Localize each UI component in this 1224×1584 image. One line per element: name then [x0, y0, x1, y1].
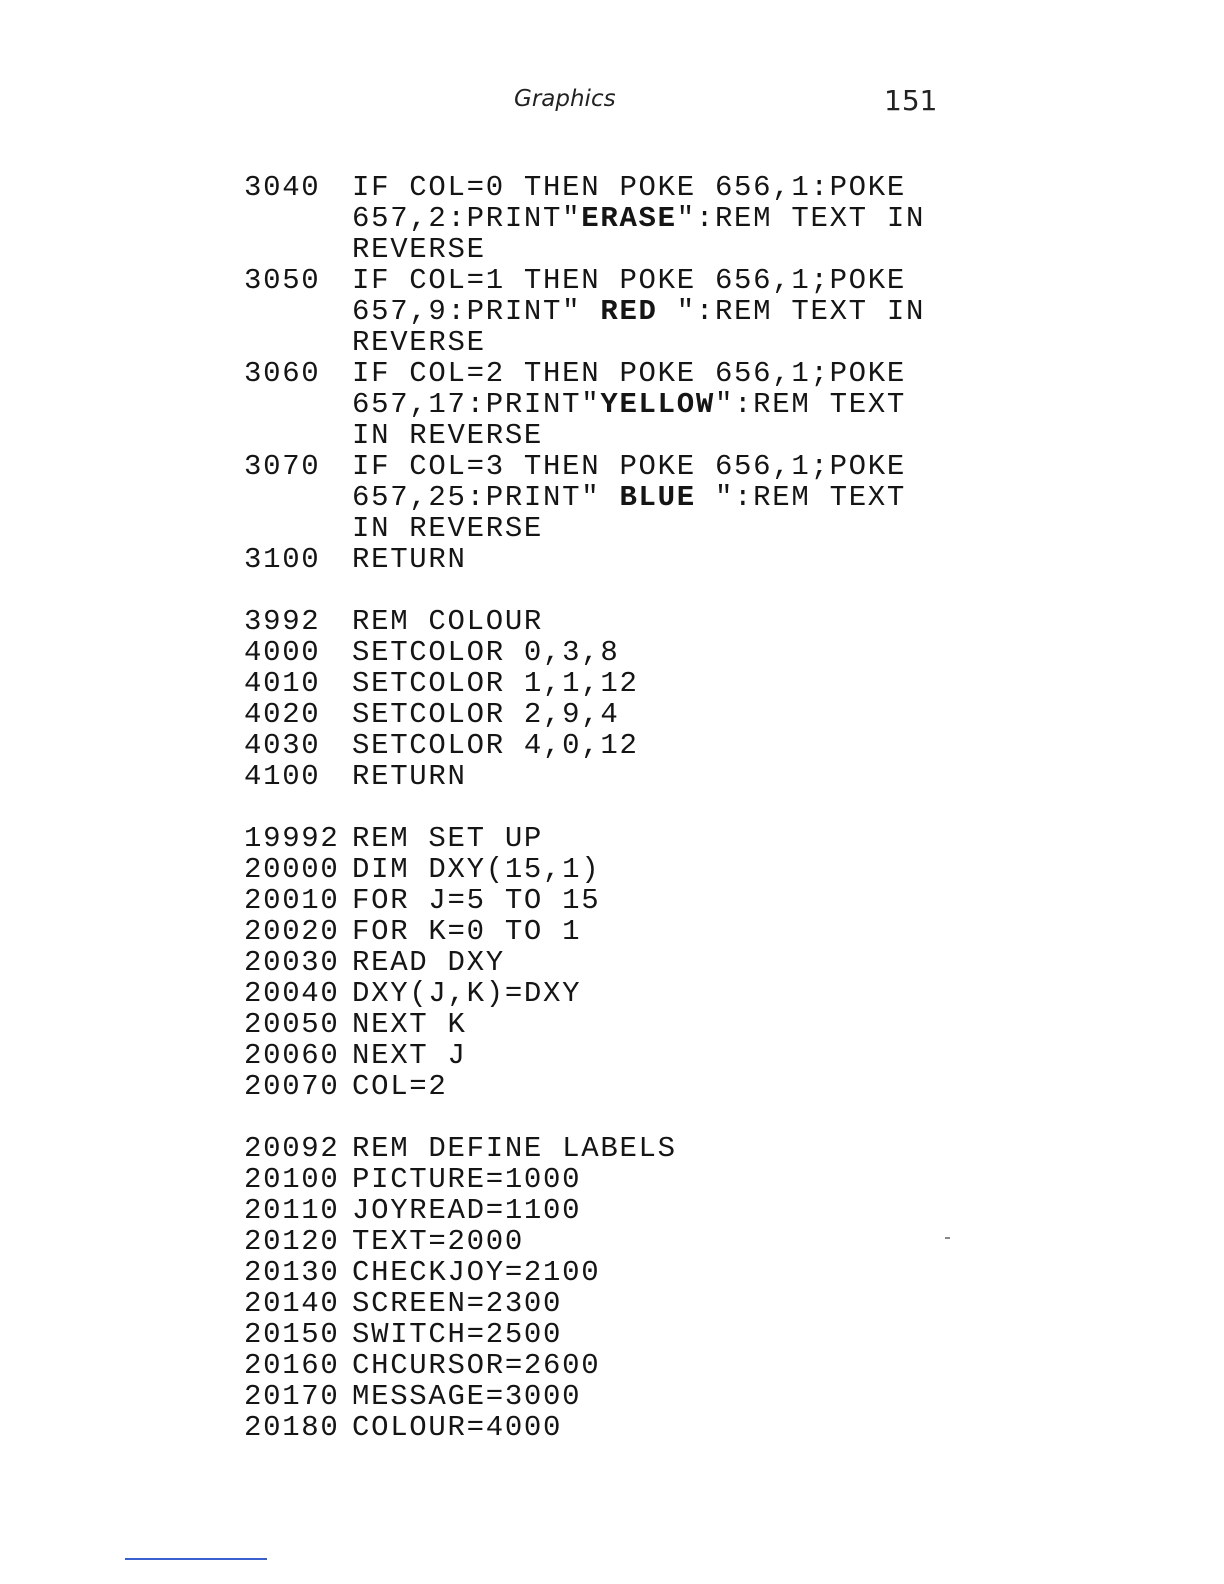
code-statement: IN REVERSE	[352, 512, 544, 545]
code-line	[244, 854, 925, 885]
code-continuation-line	[244, 234, 925, 265]
code-statement: IF COL=0 THEN POKE 656,1:POKE	[352, 171, 906, 204]
code-line	[244, 1133, 925, 1164]
code-continuation-line	[244, 482, 925, 513]
code-line	[244, 1071, 925, 1102]
code-line	[244, 358, 925, 389]
line-number: 20130	[244, 1256, 340, 1289]
code-statement: RETURN	[352, 760, 467, 793]
line-number: 20070	[244, 1070, 340, 1103]
statement-text: 657,25:PRINT"	[352, 481, 620, 514]
code-statement: SWITCH=2500	[352, 1318, 563, 1351]
code-statement: FOR J=5 TO 15	[352, 884, 601, 917]
code-statement	[352, 482, 906, 513]
code-statement: FOR K=0 TO 1	[352, 915, 582, 948]
code-line	[244, 916, 925, 947]
code-statement: REM SET UP	[352, 822, 544, 855]
line-number: 20100	[244, 1163, 340, 1196]
code-line	[244, 1350, 925, 1381]
listing-block-labels	[244, 1133, 925, 1443]
code-statement: IN REVERSE	[352, 419, 544, 452]
code-statement: READ DXY	[352, 946, 505, 979]
footnote-rule	[125, 1558, 267, 1560]
code-statement: REM DEFINE LABELS	[352, 1132, 677, 1165]
line-number: 4000	[244, 636, 321, 669]
statement-text: 657,2:PRINT"	[352, 202, 582, 235]
code-statement	[352, 203, 925, 234]
code-line	[244, 761, 925, 792]
line-number: 3992	[244, 605, 321, 638]
basic-program-listing	[244, 172, 925, 1443]
code-statement: CHECKJOY=2100	[352, 1256, 601, 1289]
line-number: 19992	[244, 822, 340, 855]
line-number: 3060	[244, 357, 321, 390]
code-line	[244, 823, 925, 854]
code-statement: SETCOLOR 4,0,12	[352, 729, 639, 762]
line-number: 20020	[244, 915, 340, 948]
code-statement: REM COLOUR	[352, 605, 544, 638]
code-line	[244, 668, 925, 699]
code-line	[244, 885, 925, 916]
code-line	[244, 1009, 925, 1040]
code-statement: COL=2	[352, 1070, 448, 1103]
listing-block-message	[244, 172, 925, 575]
code-continuation-line	[244, 296, 925, 327]
line-number: 20040	[244, 977, 340, 1010]
line-number: 20150	[244, 1318, 340, 1351]
line-number: 20160	[244, 1349, 340, 1382]
statement-text: ":REM TEXT IN	[676, 202, 926, 235]
code-line	[244, 1288, 925, 1319]
code-statement: DXY(J,K)=DXY	[352, 977, 582, 1010]
code-continuation-line	[244, 420, 925, 451]
line-number: 3070	[244, 450, 321, 483]
code-statement: IF COL=3 THEN POKE 656,1;POKE	[352, 450, 906, 483]
scan-speck	[945, 1237, 950, 1239]
listing-block-colour	[244, 606, 925, 792]
code-statement: NEXT J	[352, 1039, 467, 1072]
code-line	[244, 699, 925, 730]
line-number: 20060	[244, 1039, 340, 1072]
code-statement: SETCOLOR 0,3,8	[352, 636, 620, 669]
running-header-title: Graphics	[514, 86, 616, 112]
line-number: 3100	[244, 543, 321, 576]
code-statement: NEXT K	[352, 1008, 467, 1041]
code-statement: SETCOLOR 1,1,12	[352, 667, 639, 700]
code-statement: TEXT=2000	[352, 1225, 524, 1258]
code-line	[244, 1412, 925, 1443]
reverse-video-text: ERASE	[581, 202, 677, 235]
line-number: 20110	[244, 1194, 340, 1227]
line-number: 4100	[244, 760, 321, 793]
statement-text: ":REM TEXT	[714, 388, 906, 421]
line-number: 20140	[244, 1287, 340, 1320]
listing-block-setup	[244, 823, 925, 1102]
code-line	[244, 730, 925, 761]
reverse-video-text: YELLOW	[600, 388, 715, 421]
line-number: 3050	[244, 264, 321, 297]
code-line	[244, 1381, 925, 1412]
code-line	[244, 1319, 925, 1350]
statement-text: 657,9:PRINT"	[352, 295, 601, 328]
code-continuation-line	[244, 327, 925, 358]
code-statement: REVERSE	[352, 326, 486, 359]
code-line	[244, 544, 925, 575]
code-line	[244, 606, 925, 637]
code-statement: DIM DXY(15,1)	[352, 853, 601, 886]
code-line	[244, 1164, 925, 1195]
code-continuation-line	[244, 203, 925, 234]
code-statement: IF COL=1 THEN POKE 656,1;POKE	[352, 264, 906, 297]
line-number: 20092	[244, 1132, 340, 1165]
line-number: 4030	[244, 729, 321, 762]
line-number: 4010	[244, 667, 321, 700]
code-continuation-line	[244, 389, 925, 420]
code-line	[244, 637, 925, 668]
code-statement: JOYREAD=1100	[352, 1194, 582, 1227]
reverse-video-text: RED	[600, 295, 658, 328]
line-number: 4020	[244, 698, 321, 731]
code-statement: IF COL=2 THEN POKE 656,1;POKE	[352, 357, 906, 390]
code-statement	[352, 296, 925, 327]
code-statement: REVERSE	[352, 233, 486, 266]
code-line	[244, 1226, 925, 1257]
line-number: 20030	[244, 946, 340, 979]
line-number: 20170	[244, 1380, 340, 1413]
statement-text: ":REM TEXT	[695, 481, 907, 514]
code-line	[244, 947, 925, 978]
code-statement: RETURN	[352, 543, 467, 576]
reverse-video-text: BLUE	[619, 481, 696, 514]
code-line	[244, 1257, 925, 1288]
code-statement: PICTURE=1000	[352, 1163, 582, 1196]
code-statement	[352, 389, 906, 420]
line-number: 20180	[244, 1411, 340, 1444]
statement-text: 657,17:PRINT"	[352, 388, 601, 421]
line-number: 20050	[244, 1008, 340, 1041]
line-number: 3040	[244, 171, 321, 204]
code-line	[244, 1040, 925, 1071]
code-line	[244, 265, 925, 296]
code-statement: MESSAGE=3000	[352, 1380, 582, 1413]
page-number: 151	[884, 84, 938, 117]
statement-text: ":REM TEXT IN	[657, 295, 926, 328]
code-statement: CHCURSOR=2600	[352, 1349, 601, 1382]
line-number: 20010	[244, 884, 340, 917]
code-continuation-line	[244, 513, 925, 544]
code-line	[244, 978, 925, 1009]
code-line	[244, 1195, 925, 1226]
code-statement: SCREEN=2300	[352, 1287, 563, 1320]
line-number: 20000	[244, 853, 340, 886]
code-statement: COLOUR=4000	[352, 1411, 563, 1444]
code-line	[244, 172, 925, 203]
line-number: 20120	[244, 1225, 340, 1258]
code-statement: SETCOLOR 2,9,4	[352, 698, 620, 731]
code-line	[244, 451, 925, 482]
